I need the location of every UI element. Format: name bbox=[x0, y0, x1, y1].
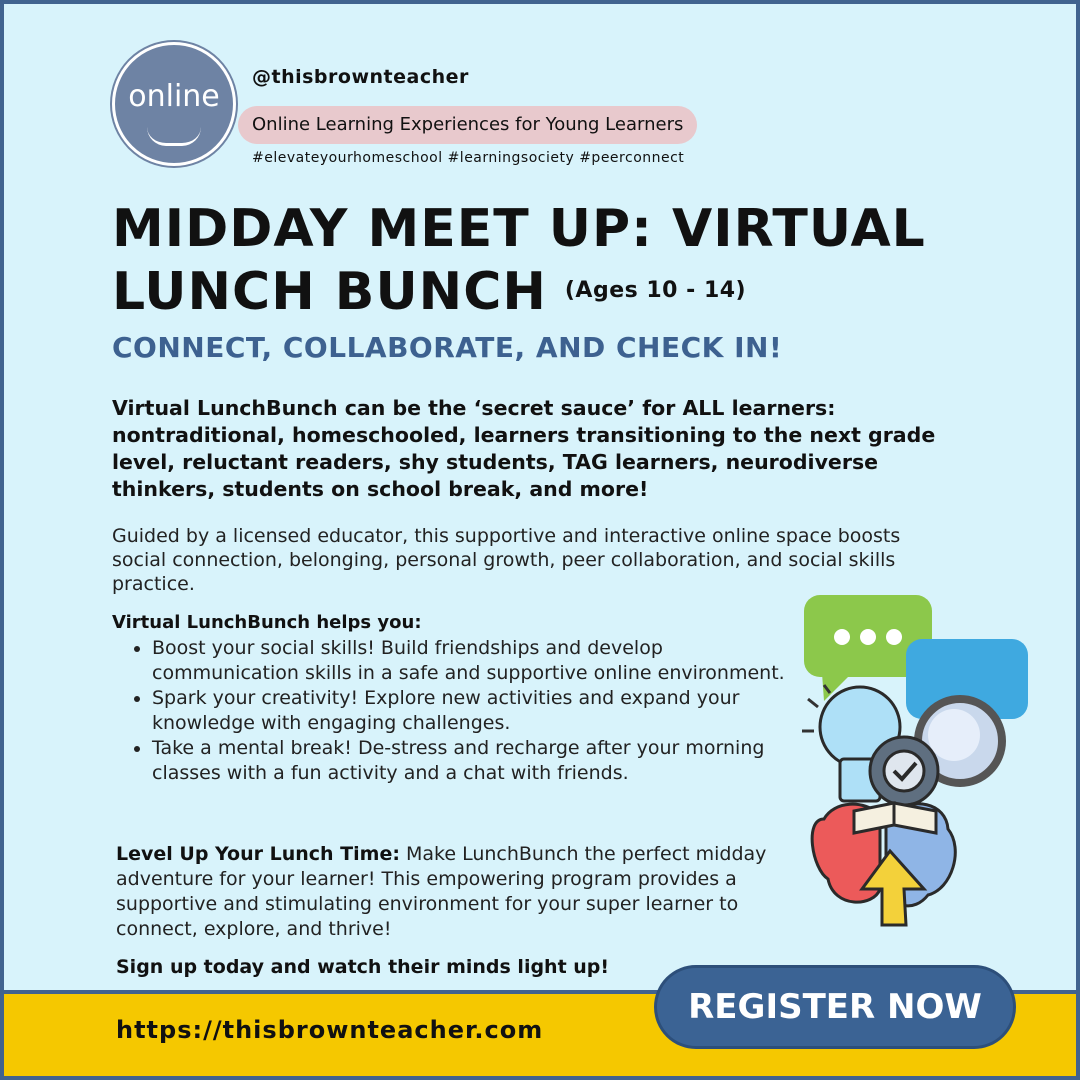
page-title bbox=[112, 198, 972, 323]
level-up-text: Make LunchBunch the perfect midday adventure for your learner! This empowering program provides a supportive and stimulating environment for your super learner to connect, explore, and thrive! bbox=[116, 843, 767, 940]
ages-label: (Ages 10 - 14) bbox=[564, 278, 747, 303]
benefits-list bbox=[132, 636, 802, 786]
list-item: • Boost your social skills! Build friendships and develop communication skills in a safe and supportive online environment. bbox=[152, 636, 802, 686]
description-paragraph: Guided by a licensed educator, this supportive and interactive online space boosts social connection, belonging, personal growth, peer collaboration, and social skills practice. bbox=[112, 525, 901, 595]
level-up-paragraph bbox=[116, 842, 796, 942]
list-item: • Spark your creativity! Explore new activities and expand your knowledge with engaging challenges. bbox=[152, 686, 802, 736]
online-logo bbox=[112, 42, 236, 166]
hashtags: #elevateyourhomeschool #learningsociety #peerconnect bbox=[252, 150, 685, 166]
signup-callout: Sign up today and watch their minds light up! bbox=[116, 956, 610, 978]
logo-smile-icon bbox=[147, 127, 201, 146]
footer-url-link[interactable]: https://thisbrownteacher.com bbox=[116, 1016, 544, 1044]
tagline-pill: Online Learning Experiences for Young Learners bbox=[238, 106, 697, 144]
list-item: • Take a mental break! De-stress and recharge after your morning classes with a fun activity and a chat with friends. bbox=[152, 736, 802, 786]
title-line-1: MIDDAY MEET UP: VIRTUAL bbox=[112, 199, 926, 259]
register-now-button[interactable]: REGISTER NOW bbox=[654, 965, 1016, 1049]
learning-illustration bbox=[794, 589, 1034, 939]
handle: @thisbrownteacher bbox=[252, 66, 469, 88]
helps-heading: Virtual LunchBunch helps you: bbox=[112, 612, 422, 633]
intro-paragraph: Virtual LunchBunch can be the ‘secret sauce’ for ALL learners: nontraditional, homeschooled, learners transitioning to the next grade level, reluctant readers, shy students, TAG learners, neurodiverse thinkers, students on school break, and more! bbox=[112, 396, 936, 501]
logo-text: online bbox=[128, 79, 220, 114]
level-up-label: Level Up Your Lunch Time: bbox=[116, 843, 400, 865]
gear-icon bbox=[870, 737, 938, 805]
title-line-2: LUNCH BUNCH bbox=[112, 262, 547, 322]
subtitle: CONNECT, COLLABORATE, AND CHECK IN! bbox=[112, 331, 783, 364]
